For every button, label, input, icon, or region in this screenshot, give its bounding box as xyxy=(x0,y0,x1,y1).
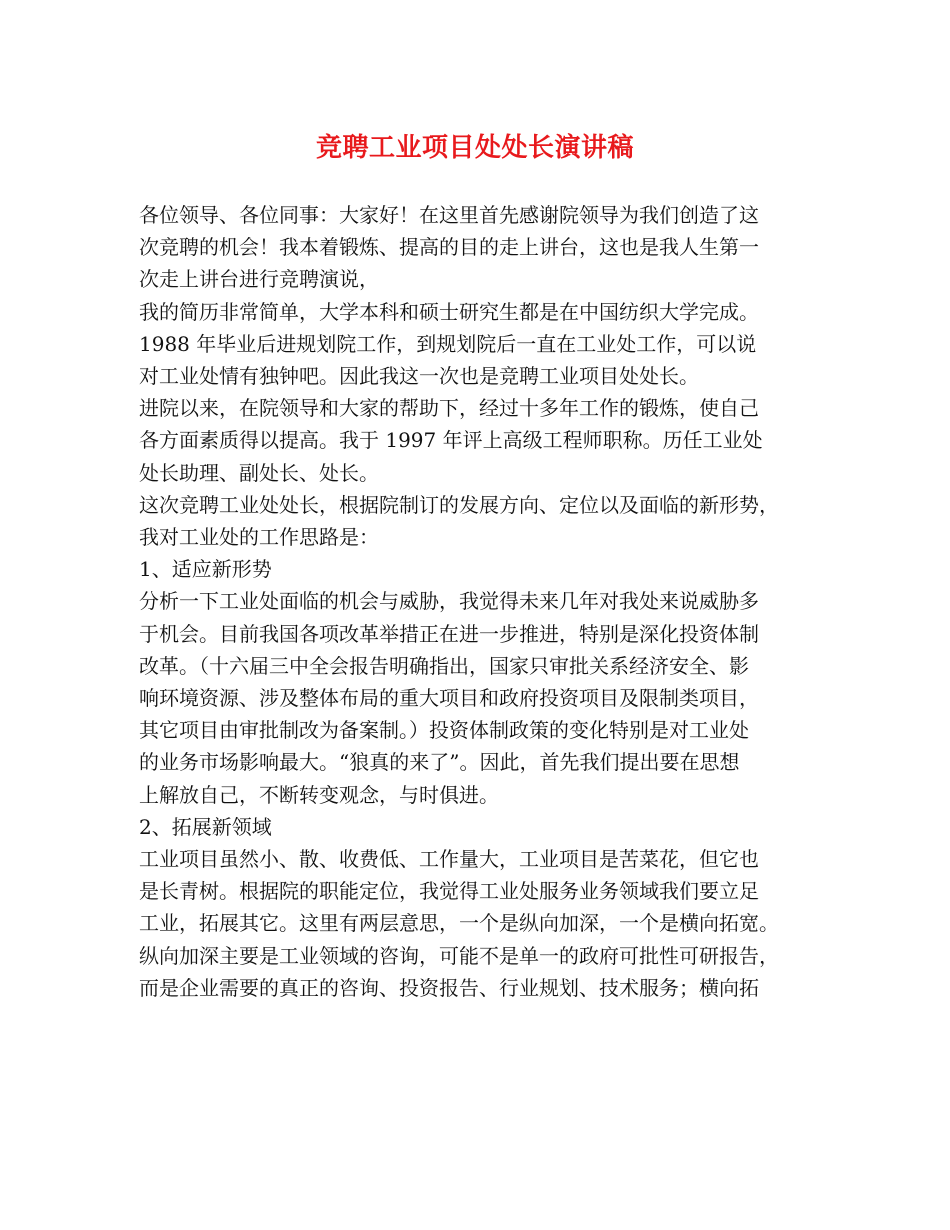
text-line: 次走上讲台进行竞聘演说， xyxy=(139,267,379,292)
document-body xyxy=(139,199,829,1004)
text-line: 上解放自己，不断转变观念，与时俱进。 xyxy=(139,782,499,807)
text-line: 纵向加深主要是工业领域的咨询，可能不是单一的政府可批性可研报告， xyxy=(139,943,779,968)
text-line: 于机会。目前我国各项改革举措正在进一步推进，特别是深化投资体制 xyxy=(139,621,759,646)
text-line: 工业，拓展其它。这里有两层意思，一个是纵向加深，一个是横向拓宽。 xyxy=(139,911,779,936)
text-line: 各方面素质得以提高。我于 1997 年评上高级工程师职称。历任工业处 xyxy=(139,428,763,453)
text-line: 响环境资源、涉及整体布局的重大项目和政府投资项目及限制类项目， xyxy=(139,686,759,711)
section-heading: 2、拓展新领域 xyxy=(139,814,272,839)
text-line: 的业务市场影响最大。“狼真的来了”。因此，首先我们提出要在思想 xyxy=(139,750,740,775)
text-line: 改革。（十六届三中全会报告明确指出，国家只审批关系经济安全、影 xyxy=(139,653,749,678)
text-line: 处长助理、副处长、处长。 xyxy=(139,460,379,485)
text-line: 次竞聘的机会！我本着锻炼、提高的目的走上讲台，这也是我人生第一 xyxy=(139,235,759,260)
text-line: 我对工业处的工作思路是： xyxy=(139,525,379,550)
text-line: 对工业处情有独钟吧。因此我这一次也是竞聘工业项目处处长。 xyxy=(139,364,699,389)
text-line: 1988 年毕业后进规划院工作，到规划院后一直在工业处工作，可以说 xyxy=(139,331,757,356)
section-heading: 1、适应新形势 xyxy=(139,557,272,582)
text-line: 我的简历非常简单，大学本科和硕士研究生都是在中国纺织大学完成。 xyxy=(139,299,759,324)
text-line: 其它项目由审批制改为备案制。）投资体制政策的变化特别是对工业处 xyxy=(139,718,749,743)
text-line: 各位领导、各位同事：大家好！在这里首先感谢院领导为我们创造了这 xyxy=(139,203,759,227)
text-line: 进院以来，在院领导和大家的帮助下，经过十多年工作的锻炼，使自己 xyxy=(139,396,759,421)
text-line: 工业项目虽然小、散、收费低、工作量大，工业项目是苦菜花，但它也 xyxy=(139,847,759,872)
text-line: 而是企业需要的真正的咨询、投资报告、行业规划、技术服务；横向拓 xyxy=(139,975,759,1000)
text-line: 分析一下工业处面临的机会与威胁，我觉得未来几年对我处来说威胁多 xyxy=(139,589,759,614)
document-title: 竞聘工业项目处处长演讲稿 xyxy=(315,133,634,163)
text-line: 是长青树。根据院的职能定位，我觉得工业处服务业务领域我们要立足 xyxy=(139,879,759,904)
text-line: 这次竞聘工业处处长，根据院制订的发展方向、定位以及面临的新形势， xyxy=(139,492,779,517)
